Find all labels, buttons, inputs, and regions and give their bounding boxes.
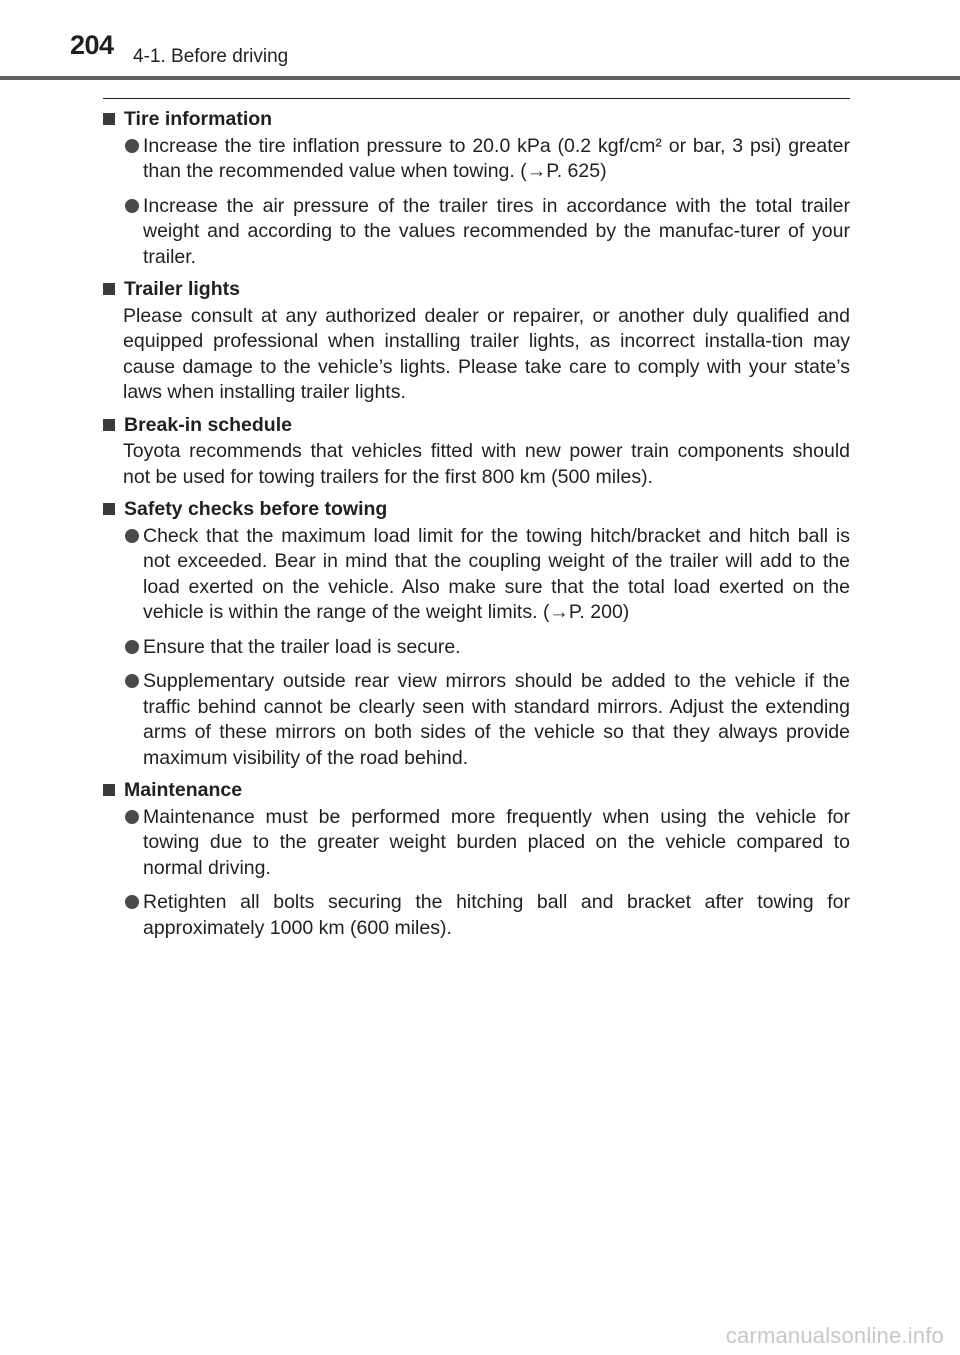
section-title: 4-1. Before driving xyxy=(133,46,289,67)
section-break-in-schedule xyxy=(103,413,850,491)
list-item-text: Check that the maximum load limit for the towing hitch/bracket and hitch ball is not exceeded. Bear in mind that the coupling weight of the trailer will add to the load exerted on the vehicle. Also make sure that the total load exerted on the vehicle is within the range of the weight limits. (→P. 200) xyxy=(143,524,850,623)
list-item xyxy=(103,134,850,185)
page-header xyxy=(0,0,960,80)
list-item-text: Maintenance must be performed more frequently when using the vehicle for towing due to the greater weight burden placed on the vehicle compared to normal driving. xyxy=(143,805,850,879)
paragraph: Toyota recommends that vehicles fitted with new power train components should not be used for towing trailers for the first 800 km (500 miles). xyxy=(123,440,850,488)
square-bullet-icon xyxy=(103,419,115,431)
list-item-text: Ensure that the trailer load is secure. xyxy=(143,635,461,658)
circle-bullet-icon xyxy=(125,895,139,909)
section-heading xyxy=(103,413,850,439)
circle-bullet-icon xyxy=(125,529,139,543)
square-bullet-icon xyxy=(103,784,115,796)
list-item xyxy=(103,635,850,661)
square-bullet-icon xyxy=(103,503,115,515)
square-bullet-icon xyxy=(103,113,115,125)
square-bullet-icon xyxy=(103,283,115,295)
section-heading xyxy=(103,277,850,303)
content-divider xyxy=(103,98,850,99)
circle-bullet-icon xyxy=(125,139,139,153)
page-number: 204 xyxy=(70,30,114,60)
list-item xyxy=(103,805,850,882)
section-maintenance xyxy=(103,778,850,941)
heading-text: Safety checks before towing xyxy=(124,498,388,520)
list-item xyxy=(103,669,850,771)
section-heading xyxy=(103,497,850,523)
header-divider xyxy=(0,76,960,80)
heading-text: Tire information xyxy=(124,108,273,130)
section-heading xyxy=(103,107,850,133)
list-item-text: Increase the tire inflation pressure to 20.0 kPa (0.2 kgf/cm² or bar, 3 psi) greater than the recommended value when towing. (→P. 625) xyxy=(143,134,850,182)
list-item-text: Increase the air pressure of the trailer tires in accordance with the total trailer weight and according to the values recommended by the manufac-turer of your trailer. xyxy=(143,194,850,268)
list-item xyxy=(103,890,850,941)
heading-text: Trailer lights xyxy=(124,278,240,300)
circle-bullet-icon xyxy=(125,674,139,688)
heading-text: Break-in schedule xyxy=(124,413,292,436)
list-item-text: Retighten all bolts securing the hitching ball and bracket after towing for approximately 1000 km (600 miles). xyxy=(143,891,850,939)
circle-bullet-icon xyxy=(125,640,139,654)
section-tire-information xyxy=(103,107,850,270)
list-item-text: Supplementary outside rear view mirrors should be added to the vehicle if the traffic behind cannot be clearly seen with standard mirrors. Adjust the extending arms of these mirrors on both sides of the vehicle so that they always provide maximum visibility of the road behind. xyxy=(143,670,850,769)
page-content xyxy=(103,107,850,948)
list-item xyxy=(103,194,850,271)
circle-bullet-icon xyxy=(125,810,139,824)
section-trailer-lights xyxy=(103,277,850,406)
list-item xyxy=(103,524,850,626)
heading-text: Maintenance xyxy=(124,779,243,801)
circle-bullet-icon xyxy=(125,199,139,213)
watermark-text: carmanualsonline.info xyxy=(725,1323,944,1348)
section-heading xyxy=(103,778,850,804)
section-safety-checks xyxy=(103,497,850,771)
paragraph: Please consult at any authorized dealer or repairer, or another duly qualified and equipped professional when installing trailer lights, as incorrect installa-tion may cause damage to the vehicle’s lights. Please take care to comply with your state’s laws when installing trailer lights. xyxy=(123,304,850,403)
